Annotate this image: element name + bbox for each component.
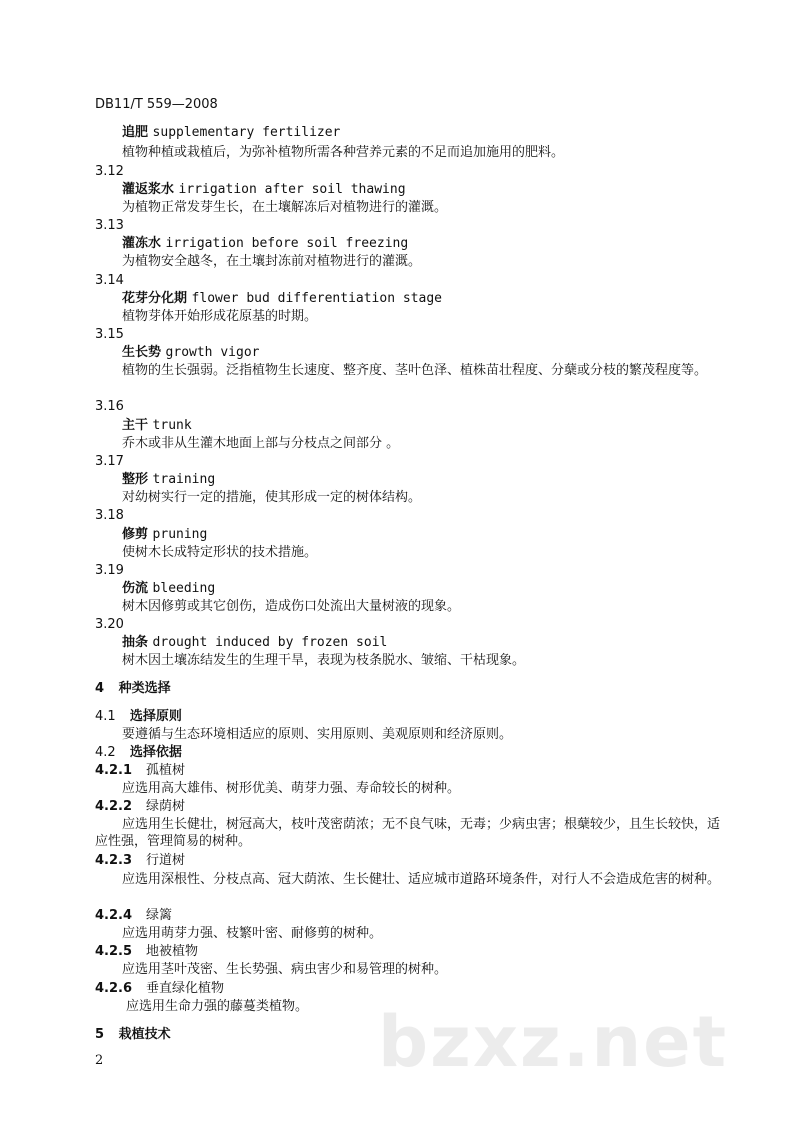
term-en: flower bud differentiation stage xyxy=(191,291,442,306)
page-number: 2 xyxy=(95,1053,104,1068)
clause-text: 应选用萌芽力强、枝繁叶密、耐修剪的树种。 xyxy=(122,926,383,941)
subsection-number: 4.1 xyxy=(95,709,116,724)
term-en: pruning xyxy=(152,527,208,542)
clause-heading xyxy=(95,762,185,780)
clause-heading xyxy=(95,852,185,870)
term-zh: 伤流 xyxy=(122,581,149,596)
term-en: trunk xyxy=(152,418,192,433)
clause-heading xyxy=(95,907,172,925)
term-definition: 乔木或非从生灌木地面上部与分枝点之间部分 。 xyxy=(122,436,400,451)
term-zh: 主干 xyxy=(122,418,149,433)
clause-number: 3.16 xyxy=(95,399,124,414)
clause-number: 3.19 xyxy=(95,563,124,578)
term-zh: 抽条 xyxy=(122,635,149,650)
clause-text: 应选用生长健壮，树冠高大，枝叶茂密荫浓；无不良气味，无毒；少病虫害；根蘖较少，且生长较快，适应性强，管理简易的树种。 xyxy=(95,817,721,849)
clause-number: 3.18 xyxy=(95,508,124,523)
watermark: bzxz.net xyxy=(378,1001,729,1083)
clause-number: 4.2.5 xyxy=(95,944,133,959)
subsection-title: 选择依据 xyxy=(129,745,182,760)
section-title: 种类选择 xyxy=(118,681,171,696)
clause-number: 4.2.2 xyxy=(95,799,133,814)
term-definition: 使树木长成特定形状的技术措施。 xyxy=(122,545,318,560)
section-heading xyxy=(95,680,171,698)
term-definition: 植物的生长强弱。泛指植物生长速度、整齐度、茎叶色泽、植株苗壮程度、分蘖或分枝的繁茂程度等。 xyxy=(122,363,708,378)
term-definition: 植物芽体开始形成花原基的时期。 xyxy=(122,309,318,324)
section-heading xyxy=(95,1026,171,1044)
term-zh: 灌返浆水 xyxy=(122,182,175,197)
term-en: training xyxy=(152,472,216,487)
term-heading xyxy=(122,181,406,199)
term-zh: 追肥 xyxy=(122,125,149,140)
term-zh: 整形 xyxy=(122,472,149,487)
term-heading xyxy=(122,471,215,489)
term-heading xyxy=(122,290,442,308)
document-code: DB11/T 559—2008 xyxy=(95,97,218,112)
term-en: irrigation before soil freezing xyxy=(165,236,409,251)
term-zh: 生长势 xyxy=(122,345,162,360)
clause-number: 3.15 xyxy=(95,327,124,342)
term-zh: 花芽分化期 xyxy=(122,291,188,306)
clause-number: 4.2.4 xyxy=(95,908,133,923)
section-title: 栽植技术 xyxy=(118,1027,171,1042)
subsection-number: 4.2 xyxy=(95,745,116,760)
term-heading xyxy=(122,235,408,253)
clause-heading xyxy=(95,980,224,998)
clause-number: 4.2.1 xyxy=(95,763,133,778)
clause-text: 应选用茎叶茂密、生长势强、病虫害少和易管理的树种。 xyxy=(122,962,448,977)
term-definition: 树木因土壤冻结发生的生理干旱，表现为枝条脱水、皱缩、干枯现象。 xyxy=(122,653,526,668)
term-heading xyxy=(122,124,340,142)
clause-number: 3.17 xyxy=(95,454,124,469)
term-en: bleeding xyxy=(152,581,216,596)
clause-title: 绿荫树 xyxy=(146,799,186,814)
term-definition: 为植物安全越冬，在土壤封冻前对植物进行的灌溉。 xyxy=(122,254,422,269)
clause-number: 3.14 xyxy=(95,273,124,288)
clause-heading xyxy=(95,798,185,816)
subsection-text: 要遵循与生态环境相适应的原则、实用原则、美观原则和经济原则。 xyxy=(122,727,513,742)
clause-text: 应选用生命力强的藤蔓类植物。 xyxy=(126,999,309,1014)
clause-title: 垂直绿化植物 xyxy=(146,981,225,996)
clause-title: 地被植物 xyxy=(146,944,199,959)
term-en: growth vigor xyxy=(165,345,260,360)
term-en: supplementary fertilizer xyxy=(152,125,341,140)
clause-number: 3.12 xyxy=(95,164,124,179)
term-heading xyxy=(122,344,259,362)
term-zh: 修剪 xyxy=(122,527,149,542)
subsection-heading xyxy=(95,708,182,726)
term-heading xyxy=(122,417,192,435)
term-en: irrigation after soil thawing xyxy=(178,182,406,197)
clause-heading xyxy=(95,943,198,961)
clause-title: 行道树 xyxy=(146,853,186,868)
clause-title: 绿篱 xyxy=(146,908,173,923)
section-number: 4 xyxy=(95,681,105,696)
subsection-heading xyxy=(95,744,182,762)
term-en: drought induced by frozen soil xyxy=(152,635,388,650)
term-definition: 为植物正常发芽生长，在土壤解冻后对植物进行的灌溉。 xyxy=(122,200,448,215)
term-zh: 灌冻水 xyxy=(122,236,162,251)
term-heading xyxy=(122,526,207,544)
clause-text: 应选用深根性、分枝点高、冠大荫浓、生长健壮、适应城市道路环境条件，对行人不会造成危害的树种。 xyxy=(122,872,721,887)
subsection-title: 选择原则 xyxy=(129,709,182,724)
term-heading xyxy=(122,634,387,652)
clause-number: 3.13 xyxy=(95,218,124,233)
clause-number: 4.2.3 xyxy=(95,853,133,868)
term-definition: 对幼树实行一定的措施，使其形成一定的树体结构。 xyxy=(122,490,422,505)
clause-number: 3.20 xyxy=(95,617,124,632)
term-definition: 植物种植或栽植后，为弥补植物所需各种营养元素的不足而追加施用的肥料。 xyxy=(122,145,565,160)
clause-title: 孤植树 xyxy=(146,763,186,778)
clause-text: 应选用高大雄伟、树形优美、萌芽力强、寿命较长的树种。 xyxy=(122,781,461,796)
section-number: 5 xyxy=(95,1027,105,1042)
term-definition: 树木因修剪或其它创伤，造成伤口处流出大量树液的现象。 xyxy=(122,599,461,614)
term-heading xyxy=(122,580,215,598)
clause-number: 4.2.6 xyxy=(95,981,133,996)
